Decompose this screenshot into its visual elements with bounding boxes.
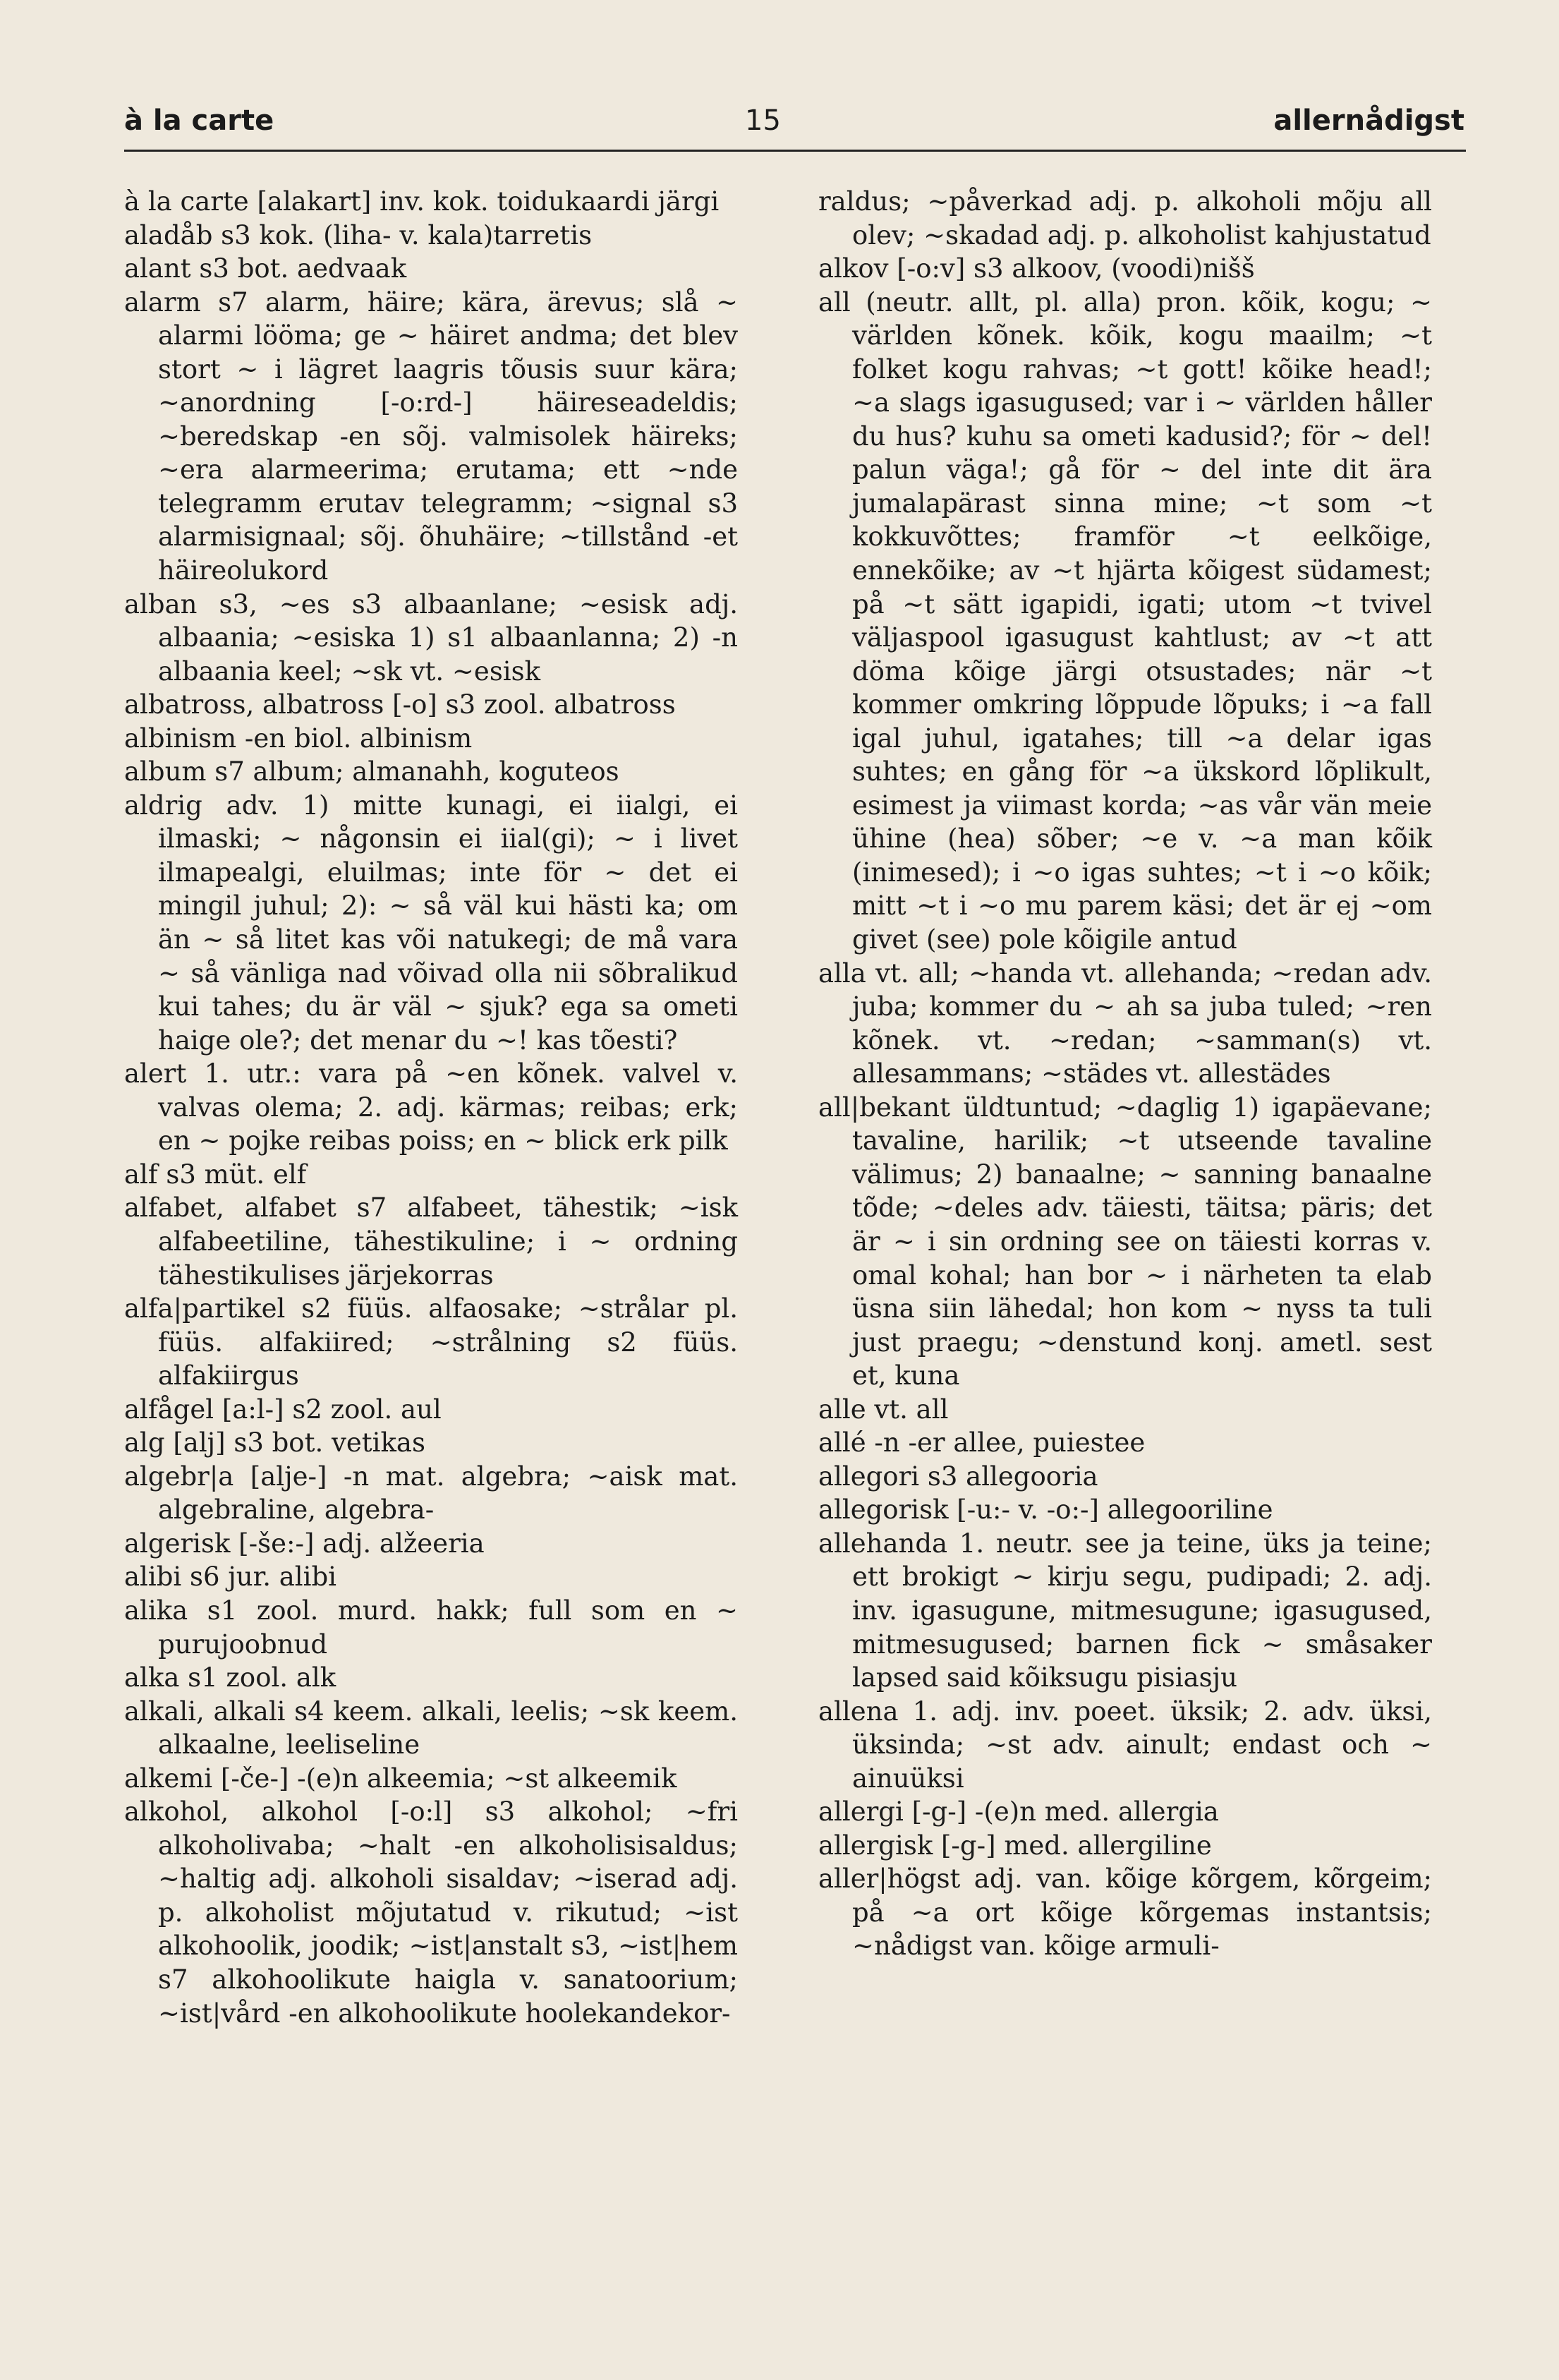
dictionary-entry: algerisk [-še:-] adj. alžeeria (124, 1528, 485, 1559)
dictionary-entry: alika s1 zool. murd. hakk; full som en ~ purujoobnud (124, 1595, 738, 1660)
dictionary-entry: alban s3, ~es s3 albaanlane; ~esisk adj. albaania; ~esiska 1) s1 albaanlanna; 2) -n albaania keel; ~sk vt. ~esisk (124, 588, 738, 687)
dictionary-entry: alfa|partikel s2 füüs. alfaosake; ~strålar pl. füüs. alfakiired; ~strålning s2 füüs. alfakiirgus (124, 1293, 738, 1391)
dictionary-entry: albinism -en biol. albinism (124, 723, 473, 754)
dictionary-entry: allé -n -er allee, puiestee (818, 1427, 1146, 1458)
dictionary-entry: allehanda 1. neutr. see ja teine, üks ja teine; ett brokigt ~ kirju segu, pudipadi; 2. adj. inv. igasugune, mitmesugune; igasugused, mitmesugused; barnen fick ~ småsaker lapsed said kõiksugu pisiasju (818, 1528, 1432, 1693)
dictionary-entry: albatross, albatross [-o] s3 zool. albatross (124, 689, 676, 720)
dictionary-entry: alkali, alkali s4 keem. alkali, leelis; ~sk keem. alkaalne, leeliseline (124, 1696, 738, 1760)
dictionary-entry: alle vt. all (818, 1394, 949, 1425)
dictionary-entry: alf s3 müt. elf (124, 1159, 307, 1190)
dictionary-entry: alkemi [-če-] -(e)n alkeemia; ~st alkeemik (124, 1763, 677, 1794)
dictionary-entry: allegorisk [-u:- v. -o:-] allegooriline (818, 1494, 1273, 1526)
header-right-guideword: allernådigst (1273, 104, 1464, 137)
dictionary-entry: allergi [-g-] -(e)n med. allergia (818, 1796, 1219, 1828)
dictionary-entry: alg [alj] s3 bot. vetikas (124, 1427, 425, 1458)
dictionary-entry: alfabet, alfabet s7 alfabeet, tähestik; ~isk alfabeetiline, tähestikuline; i ~ ordning tähestikulises järjekorras (124, 1192, 738, 1291)
dictionary-entry: aladåb s3 kok. (liha- v. kala)tarretis (124, 219, 593, 250)
dictionary-entry: alla vt. all; ~handa vt. allehanda; ~redan adv. juba; kommer du ~ ah sa juba tuled; ~ren kõnek. vt. ~redan; ~samman(s) vt. allesammans; ~städes vt. allestädes (818, 958, 1432, 1089)
dictionary-entry: aller|högst adj. van. kõige kõrgem, kõrgeim; på ~a ort kõige kõrgemas instantsis; ~nådigst van. kõige armuli- (818, 1863, 1432, 1962)
left-column (124, 185, 738, 2030)
right-column (818, 185, 1432, 1963)
dictionary-entry: alkohol, alkohol [-o:l] s3 alkohol; ~fri alkoholivaba; ~halt -en alkoholisisaldus; ~haltig adj. alkoholi sisaldav; ~iserad adj. p. alkoholist mõjutatud v. rikutud; ~ist alkohoolik, joodik; ~ist|anstalt s3, ~ist|hem s7 alkohoolikute haigla v. sanatoorium; ~ist|vård -en alkohoolikute hoolekandekor- (124, 1796, 738, 2029)
dictionary-entry: alert 1. utr.: vara på ~en kõnek. valvel v. valvas olema; 2. adj. kärmas; reibas; erk; en ~ pojke reibas poiss; en ~ blick erk pilk (124, 1058, 738, 1156)
dictionary-entry: alarm s7 alarm, häire; kära, ärevus; slå ~ alarmi lööma; ge ~ häiret andma; det blev stort ~ i lägret laagris tõusis suur kära; ~anordning [-o:rd-] häireseadeldis; ~beredskap -en sõj. valmisolek häireks; ~era alarmeerima; erutama; ett ~nde telegramm erutav telegramm; ~signal s3 alarmisignaal; sõj. õhuhäire; ~tillstånd -et häireolukord (124, 286, 738, 586)
dictionary-entry: all (neutr. allt, pl. alla) pron. kõik, kogu; ~ världen kõnek. kõik, kogu maailm; ~t folket kogu rahvas; ~t gott! kõike head!; ~a slags igasugused; var i ~ världen håller du hus? kuhu sa ometi kadusid?; för ~ del! palun väga!; gå för ~ del inte dit ära jumalapärast sinna mine; ~t som ~t kokkuvõttes; framför ~t eelkõige, ennekõike; av ~t hjärta kõigest südamest; på ~t sätt igapidi, igati; utom ~t tvivel väljaspool igasugust kahtlust; av ~t att döma kõige järgi otsustades; när ~t kommer omkring lõppude lõpuks; i ~a fall igal juhul, igatahes; till ~a delar igas suhtes; en gång för ~a ükskord lõplikult, esimest ja viimast korda; ~as vår vän meie ühine (hea) sõber; ~e v. ~a man kõik (inimesed); i ~o igas suhtes; ~t i ~o kõik; mitt ~t i ~o mu parem käsi; det är ej ~om givet (see) pole kõigile antud (818, 286, 1432, 955)
header-rule (124, 150, 1466, 152)
header-left-guideword: à la carte (124, 104, 274, 137)
dictionary-entry: allena 1. adj. inv. poeet. üksik; 2. adv. üksi, üksinda; ~st adv. ainult; endast och ~ ainuüksi (818, 1696, 1432, 1794)
dictionary-entry: alka s1 zool. alk (124, 1662, 336, 1693)
dictionary-entry: alant s3 bot. aedvaak (124, 253, 407, 284)
dictionary-entry: alkov [-o:v] s3 alkoov, (voodi)nišš (818, 253, 1255, 284)
dictionary-entry: à la carte [alakart] inv. kok. toidukaardi järgi (124, 186, 720, 217)
page-header (124, 97, 1464, 147)
dictionary-entry: raldus; ~påverkad adj. p. alkoholi mõju all olev; ~skadad adj. p. alkoholist kahjustatud (818, 186, 1432, 250)
dictionary-entry: allegori s3 allegooria (818, 1461, 1098, 1492)
dictionary-entry: algebr|a [alje-] -n mat. algebra; ~aisk mat. algebraline, algebra- (124, 1461, 738, 1526)
page-number: 15 (745, 104, 781, 137)
dictionary-entry: all|bekant üldtuntud; ~daglig 1) igapäevane; tavaline, harilik; ~t utseende tavaline välimus; 2) banaalne; ~ sanning banaalne tõde; ~deles adv. täiesti, täitsa; päris; det är ~ i sin ordning see on täiesti korras v. omal kohal; han bor ~ i närheten ta elab üsna siin lähedal; hon kom ~ nyss ta tuli just praegu; ~denstund konj. ametl. sest et, kuna (818, 1092, 1432, 1391)
dictionary-entry: allergisk [-g-] med. allergiline (818, 1830, 1212, 1861)
dictionary-entry: alibi s6 jur. alibi (124, 1562, 336, 1593)
dictionary-entry: aldrig adv. 1) mitte kunagi, ei iialgi, ei ilmaski; ~ någonsin ei iial(gi); ~ i livet ilmapealgi, eluilmas; inte för ~ det ei mingil juhul; 2): ~ så väl kui hästi ka; om än ~ så litet kas või natukegi; de må vara ~ så vänliga nad võivad olla nii sõbralikud kui tahes; du är väl ~ sjuk? ega sa ometi haige ole?; det menar du ~! kas tõesti? (124, 790, 738, 1056)
dictionary-entry: album s7 album; almanahh, koguteos (124, 756, 619, 787)
dictionary-entry: alfågel [a:l-] s2 zool. aul (124, 1394, 442, 1425)
